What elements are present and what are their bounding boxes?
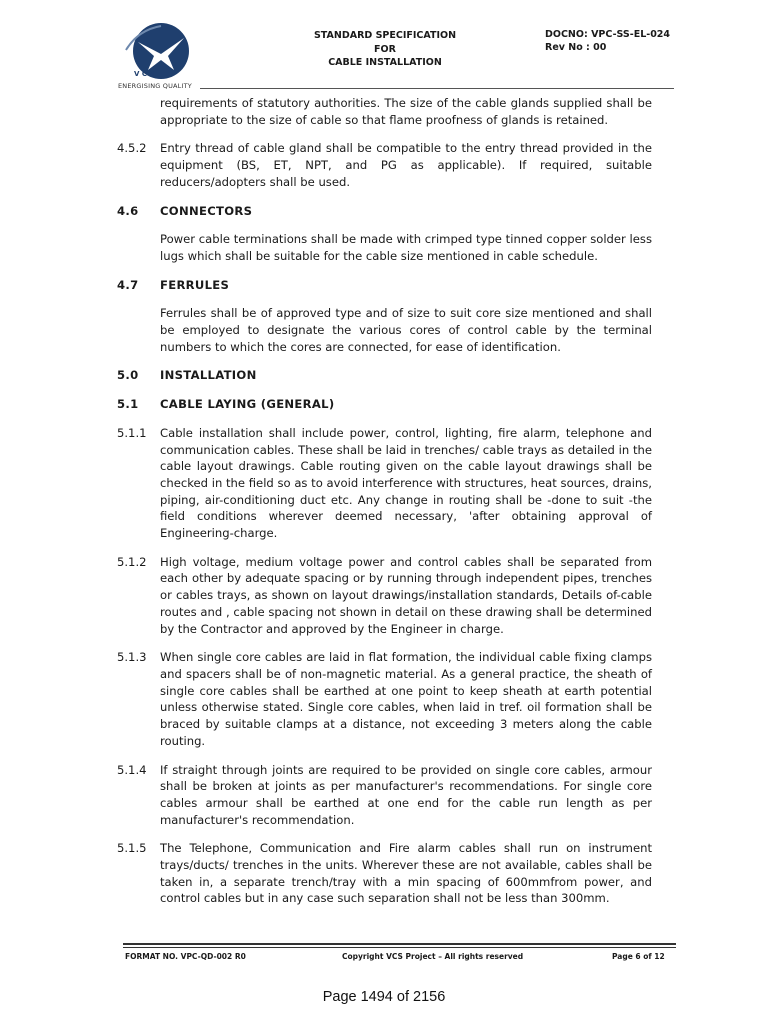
section-number: 4.7 [117, 277, 139, 292]
logo-tagline: ENERGISING QUALITY [118, 82, 192, 90]
format-number: FORMAT NO. VPC-QD-002 R0 [125, 952, 246, 961]
logo-letters: V C S [134, 70, 155, 78]
title-line: FOR [374, 43, 396, 55]
ferrules-paragraph: Ferrules shall be of approved type and of size to suit core size mentioned and shall be employed to designate the various cores of control cable by the terminal numbers to which the cores are connected, for ease of identification. [160, 306, 652, 354]
clause-text: If straight through joints are required to be provided on single core cables, armour shall be broken at joints as per manufacturer's recommendations. For single core cables armour shall be earthed at one end for the cable run length as per manufacturer's recommendation. [160, 762, 652, 827]
clause-number: 5.1.4 [117, 762, 147, 777]
vcs-logo [118, 20, 204, 90]
revision: Rev No : 00 [545, 42, 607, 53]
clause-text: High voltage, medium voltage power and control cables shall be separated from each other by adequate spacing or by running through independent pipes, trenches or cables trays, as shown on layout drawings/installation standards, Details of-cable routes and , cable spacing not shown in detail on these drawing shall be determined by the Contractor and approved by the Engineer in charge. [160, 554, 652, 636]
document-body [117, 95, 652, 919]
section-title: FERRULES [160, 277, 230, 292]
clause-5-1-2 [117, 554, 652, 638]
footer-divider-thin [123, 947, 676, 948]
docno: DOCNO: VPC-SS-EL-024 [545, 29, 671, 40]
document-title [300, 29, 470, 70]
section-heading-5-1 [117, 396, 652, 413]
section-number: 5.1 [117, 397, 139, 412]
clause-number: 5.1.5 [117, 841, 147, 856]
clause-4-5-2 [117, 140, 652, 190]
title-line: CABLE INSTALLATION [328, 57, 442, 68]
clause-5-1-4 [117, 762, 652, 829]
clause-number: 5.1.2 [117, 554, 147, 569]
section-heading-4-7 [117, 277, 652, 294]
section-number: 5.0 [117, 368, 139, 383]
document-info [545, 28, 670, 54]
clause-text: The Telephone, Communication and Fire alarm cables shall run on instrument trays/ducts/ trenches in the units. Wherever these are not available, cables shall be taken in, a separate trench/tray with a min spacing of 600mmfrom power, and control cables but in any case such separation shall not be less than 300mm. [160, 841, 652, 906]
continued-paragraph: requirements of statutory authorities. The size of the cable glands supplied shall be appropriate to the size of cable so that flame proofness of glands is retained. [160, 96, 652, 127]
clause-text: When single core cables are laid in flat formation, the individual cable fixing clamps and spacers shall be of non-magnetic material. As a general practice, the sheath of single core cables shall be earthed at one point to keep sheath at earth potential unless otherwise stated. Single core cables, when laid in tref. oil formation shall be braced by suitable clamps at a distance, not exceeding 3 meters along the cable routing. [160, 650, 652, 748]
clause-5-1-1 [117, 425, 652, 542]
clause-text: Cable installation shall include power, control, lighting, fire alarm, telephone and communication cables. These shall be laid in trenches/ cable trays as detailed in the cable layout drawings. Cable routing given on the cable layout drawings shall be checked in the field so as to avoid interference with structures, heat sources, drains, piping, air-conditioning duct etc. Any change in routing shall be -done to suit -the field conditions wherever deemed necessary, 'after obtaining approval of Engineering-charge. [160, 425, 652, 541]
clause-5-1-5 [117, 840, 652, 907]
footer-divider [123, 943, 676, 945]
section-title: INSTALLATION [160, 368, 257, 383]
clause-text: Entry thread of cable gland shall be compatible to the entry thread provided in the equipment (BS, ET, NPT, and PG as applicable). If required, suitable reducers/adopters shall be used. [160, 141, 652, 189]
clause-number: 4.5.2 [117, 141, 147, 156]
connectors-paragraph: Power cable terminations shall be made with crimped type tinned copper solder less lugs which shall be suitable for the cable size mentioned in cable schedule. [160, 232, 652, 263]
clause-number: 5.1.1 [117, 425, 147, 440]
clause-number: 5.1.3 [117, 650, 147, 665]
viewer-page-indicator: Page 1494 of 2156 [322, 989, 446, 1005]
header-divider [200, 88, 674, 89]
section-heading-4-6 [117, 203, 652, 220]
section-title: CABLE LAYING (GENERAL) [160, 397, 335, 412]
section-heading-5-0 [117, 367, 652, 384]
section-number: 4.6 [117, 203, 139, 218]
copyright-notice: Copyright VCS Project – All rights reserved [342, 952, 524, 961]
page-of-document: Page 6 of 12 [612, 952, 665, 961]
page-header [0, 0, 768, 95]
clause-5-1-3 [117, 649, 652, 749]
section-title: CONNECTORS [160, 203, 253, 218]
title-line: STANDARD SPECIFICATION [313, 30, 457, 41]
